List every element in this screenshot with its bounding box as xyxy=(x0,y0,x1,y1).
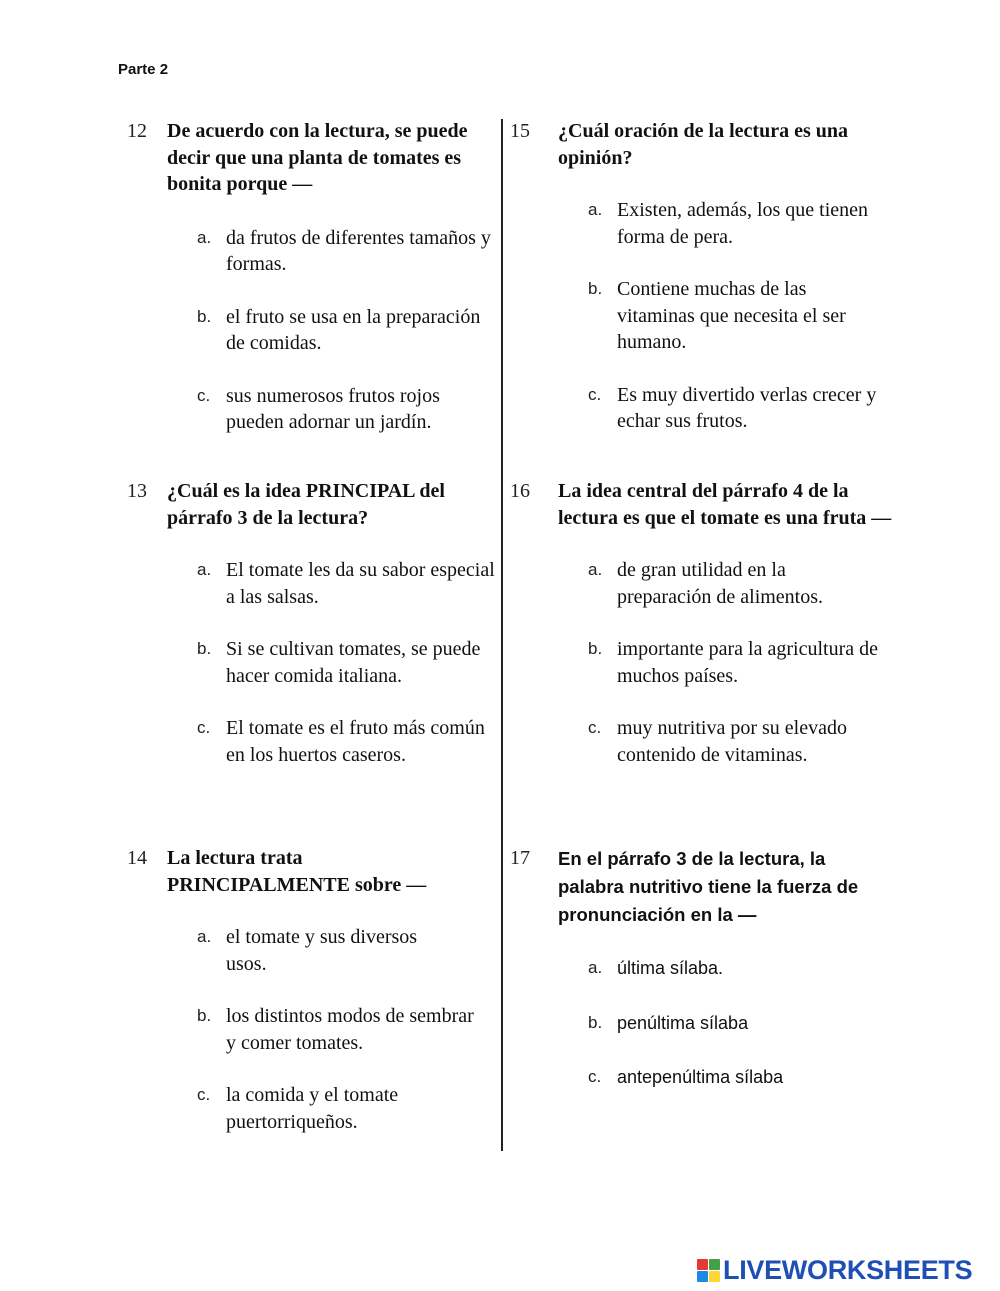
option-letter: a. xyxy=(588,958,603,977)
column-divider xyxy=(501,119,503,1151)
question-number: 17 xyxy=(510,847,530,869)
option-letter: c. xyxy=(588,718,602,737)
question-number: 13 xyxy=(127,480,147,502)
option-letter: c. xyxy=(588,1067,602,1086)
option-letter: b. xyxy=(588,279,603,298)
answer-option-a[interactable] xyxy=(588,557,895,610)
question-number: 16 xyxy=(510,480,530,502)
answer-option-c[interactable] xyxy=(197,1082,497,1135)
option-letter: a. xyxy=(197,927,212,946)
option-text: el tomate y sus diversos usos. xyxy=(226,926,418,975)
answer-option-b[interactable] xyxy=(588,636,895,689)
answer-option-b[interactable] xyxy=(588,1010,895,1037)
answer-option-b[interactable] xyxy=(588,276,895,356)
option-text: El tomate les da su sabor especial a las salsas. xyxy=(226,559,495,608)
answer-option-b[interactable] xyxy=(197,304,497,357)
liveworksheets-logo xyxy=(697,1255,972,1285)
option-text: última sílaba. xyxy=(617,958,724,978)
option-text: de gran utilidad en la preparación de alimentos. xyxy=(617,559,824,608)
option-letter: a. xyxy=(588,200,603,219)
option-text: Existen, además, los que tienen forma de pera. xyxy=(617,199,869,248)
option-text: muy nutritiva por su elevado contenido de vitaminas. xyxy=(617,717,847,766)
question-text: ¿Cuál oración de la lectura es una opinión? xyxy=(558,120,848,169)
option-letter: c. xyxy=(197,385,211,405)
logo-blocks-icon xyxy=(697,1259,720,1282)
option-text: penúltima sílaba xyxy=(617,1012,749,1033)
answer-option-a[interactable] xyxy=(588,955,895,982)
option-letter: a. xyxy=(197,227,212,247)
question-13 xyxy=(127,478,497,768)
answer-option-a[interactable] xyxy=(197,924,497,977)
option-text: Es muy divertido verlas crecer y echar sus frutos. xyxy=(617,383,877,432)
option-letter: c. xyxy=(197,718,211,737)
option-text: sus numerosos frutos rojos pueden adornar un jardín. xyxy=(226,384,440,433)
question-text: La idea central del párrafo 4 de la lectura es que el tomate es una fruta — xyxy=(558,480,892,529)
answer-option-b[interactable] xyxy=(197,1003,497,1056)
question-number: 12 xyxy=(127,120,147,142)
question-15 xyxy=(510,118,895,435)
option-letter: b. xyxy=(588,1012,603,1032)
question-16 xyxy=(510,478,895,768)
option-letter: a. xyxy=(588,560,603,579)
option-letter: b. xyxy=(197,639,212,658)
question-12 xyxy=(127,118,497,436)
option-text: antepenúltima sílaba xyxy=(617,1067,784,1087)
answer-option-a[interactable] xyxy=(588,197,895,250)
logo-text: LIVEWORKSHEETS xyxy=(723,1254,973,1285)
answer-option-c[interactable] xyxy=(197,715,497,768)
question-text: De acuerdo con la lectura, se puede decir que una planta de tomates es bonita porque — xyxy=(167,120,468,195)
option-letter: c. xyxy=(197,1085,211,1104)
question-17 xyxy=(510,845,895,1091)
logo-block xyxy=(709,1259,720,1270)
option-letter: a. xyxy=(197,560,212,579)
page-part-label: Parte 2 xyxy=(118,61,169,78)
answer-option-a[interactable] xyxy=(197,225,497,278)
question-text: ¿Cuál es la idea PRINCIPAL del párrafo 3 de la lectura? xyxy=(167,480,445,529)
answer-option-c[interactable] xyxy=(197,383,497,436)
answer-option-a[interactable] xyxy=(197,557,497,610)
answer-option-c[interactable] xyxy=(588,715,895,768)
option-letter: b. xyxy=(588,639,603,658)
logo-block xyxy=(697,1259,708,1270)
logo-block xyxy=(709,1271,720,1282)
option-text: Contiene muchas de las vitaminas que necesita el ser humano. xyxy=(617,278,846,353)
question-number: 14 xyxy=(127,847,147,869)
option-text: Si se cultivan tomates, se puede hacer comida italiana. xyxy=(226,638,481,687)
logo-block xyxy=(697,1271,708,1282)
option-text: la comida y el tomate puertorriqueños. xyxy=(226,1084,399,1133)
option-letter: b. xyxy=(197,1006,212,1025)
question-number: 15 xyxy=(510,120,530,142)
answer-option-c[interactable] xyxy=(588,382,895,435)
option-text: los distintos modos de sembrar y comer tomates. xyxy=(226,1005,474,1054)
option-text: El tomate es el fruto más común en los huertos caseros. xyxy=(226,717,485,766)
option-text: da frutos de diferentes tamaños y formas. xyxy=(226,226,491,275)
option-text: importante para la agricultura de muchos países. xyxy=(617,638,878,687)
option-text: el fruto se usa en la preparación de comidas. xyxy=(226,305,481,354)
option-letter: b. xyxy=(197,306,212,326)
question-text: La lectura trata PRINCIPALMENTE sobre — xyxy=(167,847,427,896)
question-text: En el párrafo 3 de la lectura, la palabra nutritivo tiene la fuerza de pronunciación en la — xyxy=(558,848,859,925)
answer-option-b[interactable] xyxy=(197,636,497,689)
answer-option-c[interactable] xyxy=(588,1064,895,1091)
option-letter: c. xyxy=(588,384,602,404)
question-14 xyxy=(127,845,497,1135)
